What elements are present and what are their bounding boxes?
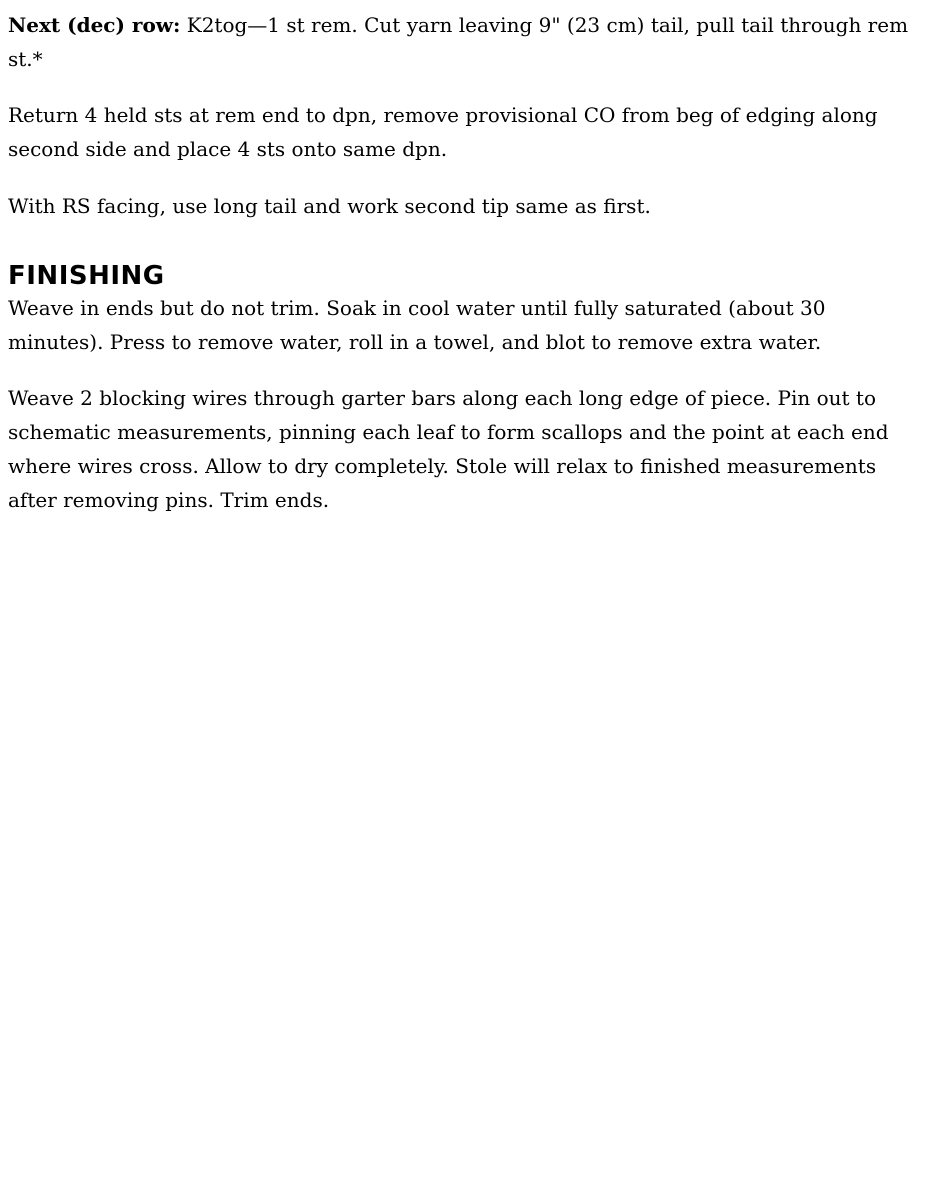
- finishing-soak-paragraph: Weave in ends but do not trim. Soak in cool water until fully saturated (about 30 minutes). Press to remove water, roll in a towel, and blot to remove extra water.: [8, 296, 826, 354]
- second-tip-paragraph: With RS facing, use long tail and work second tip same as first.: [8, 194, 651, 218]
- finishing-heading: FINISHING: [8, 261, 165, 291]
- document-page: [8, 8, 913, 517]
- return-held-sts-paragraph: Return 4 held sts at rem end to dpn, remove provisional CO from beg of edging along second side and place 4 sts onto same dpn.: [8, 103, 878, 161]
- next-dec-row-text: K2tog—1 st rem. Cut yarn leaving 9" (23 cm) tail, pull tail through rem st.*: [8, 13, 909, 71]
- next-dec-row-paragraph: [8, 8, 913, 76]
- finishing-blocking-paragraph: Weave 2 blocking wires through garter bars along each long edge of piece. Pin out to schematic measurements, pinning each leaf to form scallops and the point at each end where wires cross. Allow to dry completely. Stole will relax to finished measurements after removing pins. Trim ends.: [8, 386, 889, 512]
- next-dec-row-label: Next (dec) row:: [8, 13, 181, 37]
